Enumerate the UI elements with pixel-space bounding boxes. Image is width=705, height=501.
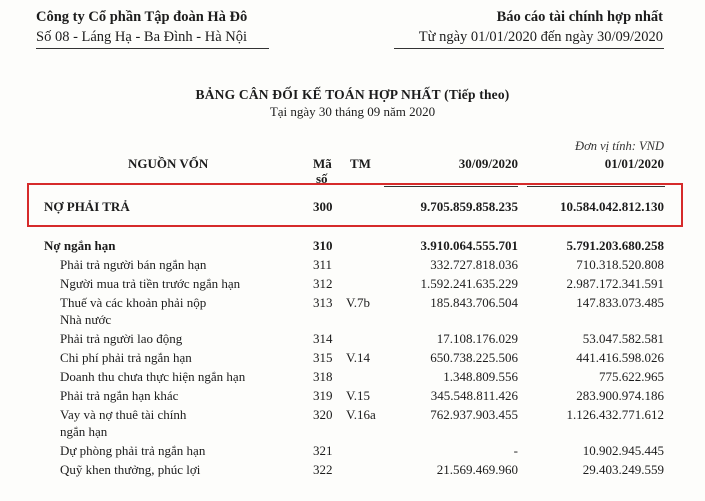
- row-value-date1: 762.937.903.455: [430, 407, 518, 422]
- row-name: Doanh thu chưa thực hiện ngắn hạn: [60, 369, 246, 384]
- row-code: 318: [313, 369, 333, 384]
- report-period: Từ ngày 01/01/2020 đến ngày 30/09/2020: [418, 29, 663, 45]
- row-value-date2: 147.833.073.485: [576, 295, 664, 310]
- col-header-code: Mã: [313, 156, 332, 171]
- row-value-date2: 441.416.598.026: [576, 350, 664, 365]
- table-row: [0, 407, 705, 441]
- row-name: Quỹ khen thưởng, phúc lợi: [60, 462, 201, 477]
- row-value-date1: 21.569.469.960: [436, 462, 518, 477]
- row-value-date2: 775.622.965: [599, 369, 664, 384]
- row-code: 315: [313, 350, 333, 365]
- row-value-date1: 1.592.241.635.229: [420, 276, 518, 291]
- table-row: [0, 238, 705, 255]
- row-value-date2: 10.902.945.445: [582, 443, 664, 458]
- col-header-note: TM: [350, 156, 371, 171]
- row-value-date2: 53.047.582.581: [582, 331, 664, 346]
- row-value-date1: 650.738.225.506: [430, 350, 518, 365]
- row-note: V.16a: [346, 407, 376, 422]
- col-header-source: NGUỒN VỐN: [128, 156, 209, 171]
- row-value-date1: 9.705.859.858.235: [420, 199, 518, 214]
- col-header-date1: 30/09/2020: [458, 156, 518, 171]
- header-rule-right: [394, 48, 664, 49]
- unit-label: Đơn vị tính: VND: [575, 139, 664, 153]
- row-value-date2: 5.791.203.680.258: [566, 238, 664, 253]
- row-value-date1: 185.843.706.504: [430, 295, 518, 310]
- row-value-date1: 17.108.176.029: [436, 331, 518, 346]
- row-name: Phải trả người lao động: [60, 331, 183, 346]
- table-row: [0, 369, 705, 386]
- row-value-date1: 332.727.818.036: [430, 257, 518, 272]
- company-name: Công ty Cổ phần Tập đoàn Hà Đô: [36, 9, 248, 25]
- row-value-date1: 3.910.064.555.701: [420, 238, 518, 253]
- table-row: [0, 276, 705, 293]
- table-row: [0, 331, 705, 348]
- row-code: 319: [313, 388, 333, 403]
- row-note: V.15: [346, 388, 370, 403]
- row-code: 312: [313, 276, 333, 291]
- row-code: 321: [313, 443, 333, 458]
- company-address: Số 08 - Láng Hạ - Ba Đình - Hà Nội: [36, 29, 248, 45]
- row-value-date2: 1.126.432.771.612: [566, 407, 664, 422]
- highlight-box: [27, 183, 683, 227]
- row-value-date1: 1.348.809.556: [443, 369, 518, 384]
- header-rule-left: [36, 48, 269, 49]
- row-name: Thuế và các khoản phải nộp: [60, 295, 207, 310]
- row-code: 320: [313, 407, 333, 422]
- row-code: 311: [313, 257, 333, 272]
- table-row: [0, 443, 705, 460]
- row-name: NỢ PHẢI TRẢ: [44, 199, 130, 214]
- table-row: [0, 350, 705, 367]
- row-name: Chi phí phải trả ngắn hạn: [60, 350, 192, 365]
- row-name: Nợ ngắn hạn: [44, 238, 116, 253]
- row-name: Phải trả người bán ngắn hạn: [60, 257, 207, 272]
- row-name: Người mua trả tiền trước ngắn hạn: [60, 276, 241, 291]
- document-title: BẢNG CÂN ĐỐI KẾ TOÁN HỢP NHẤT (Tiếp theo): [195, 87, 510, 102]
- row-value-date2: 710.318.520.808: [576, 257, 664, 272]
- row-value-date2: 10.584.042.812.130: [560, 199, 664, 214]
- row-name: Dự phòng phải trả ngắn hạn: [60, 443, 206, 458]
- row-code: 314: [313, 331, 333, 346]
- row-value-date2: 283.900.974.186: [576, 388, 664, 403]
- table-row: [0, 257, 705, 274]
- table-row: [0, 295, 705, 329]
- row-name-continued: Nhà nước: [60, 312, 112, 327]
- table-row: [0, 388, 705, 405]
- row-name-continued: ngắn hạn: [60, 424, 108, 439]
- row-note: V.14: [346, 350, 370, 365]
- row-name: Vay và nợ thuê tài chính: [60, 407, 187, 422]
- row-value-date2: 2.987.172.341.591: [566, 276, 664, 291]
- row-code: 310: [313, 238, 333, 253]
- col-header-code-line2: số: [316, 171, 328, 186]
- row-code: 313: [313, 295, 333, 310]
- row-code: 300: [313, 199, 333, 214]
- report-title: Báo cáo tài chính hợp nhất: [496, 9, 663, 25]
- table-row: [0, 462, 705, 479]
- row-value-date1: 345.548.811.426: [430, 388, 518, 403]
- row-value-date1: -: [513, 443, 518, 458]
- row-note: V.7b: [346, 295, 370, 310]
- row-value-date2: 29.403.249.559: [582, 462, 664, 477]
- row-name: Phải trả ngắn hạn khác: [60, 388, 179, 403]
- col-header-date2: 01/01/2020: [604, 156, 664, 171]
- document-subtitle: Tại ngày 30 tháng 09 năm 2020: [269, 104, 436, 119]
- row-code: 322: [313, 462, 333, 477]
